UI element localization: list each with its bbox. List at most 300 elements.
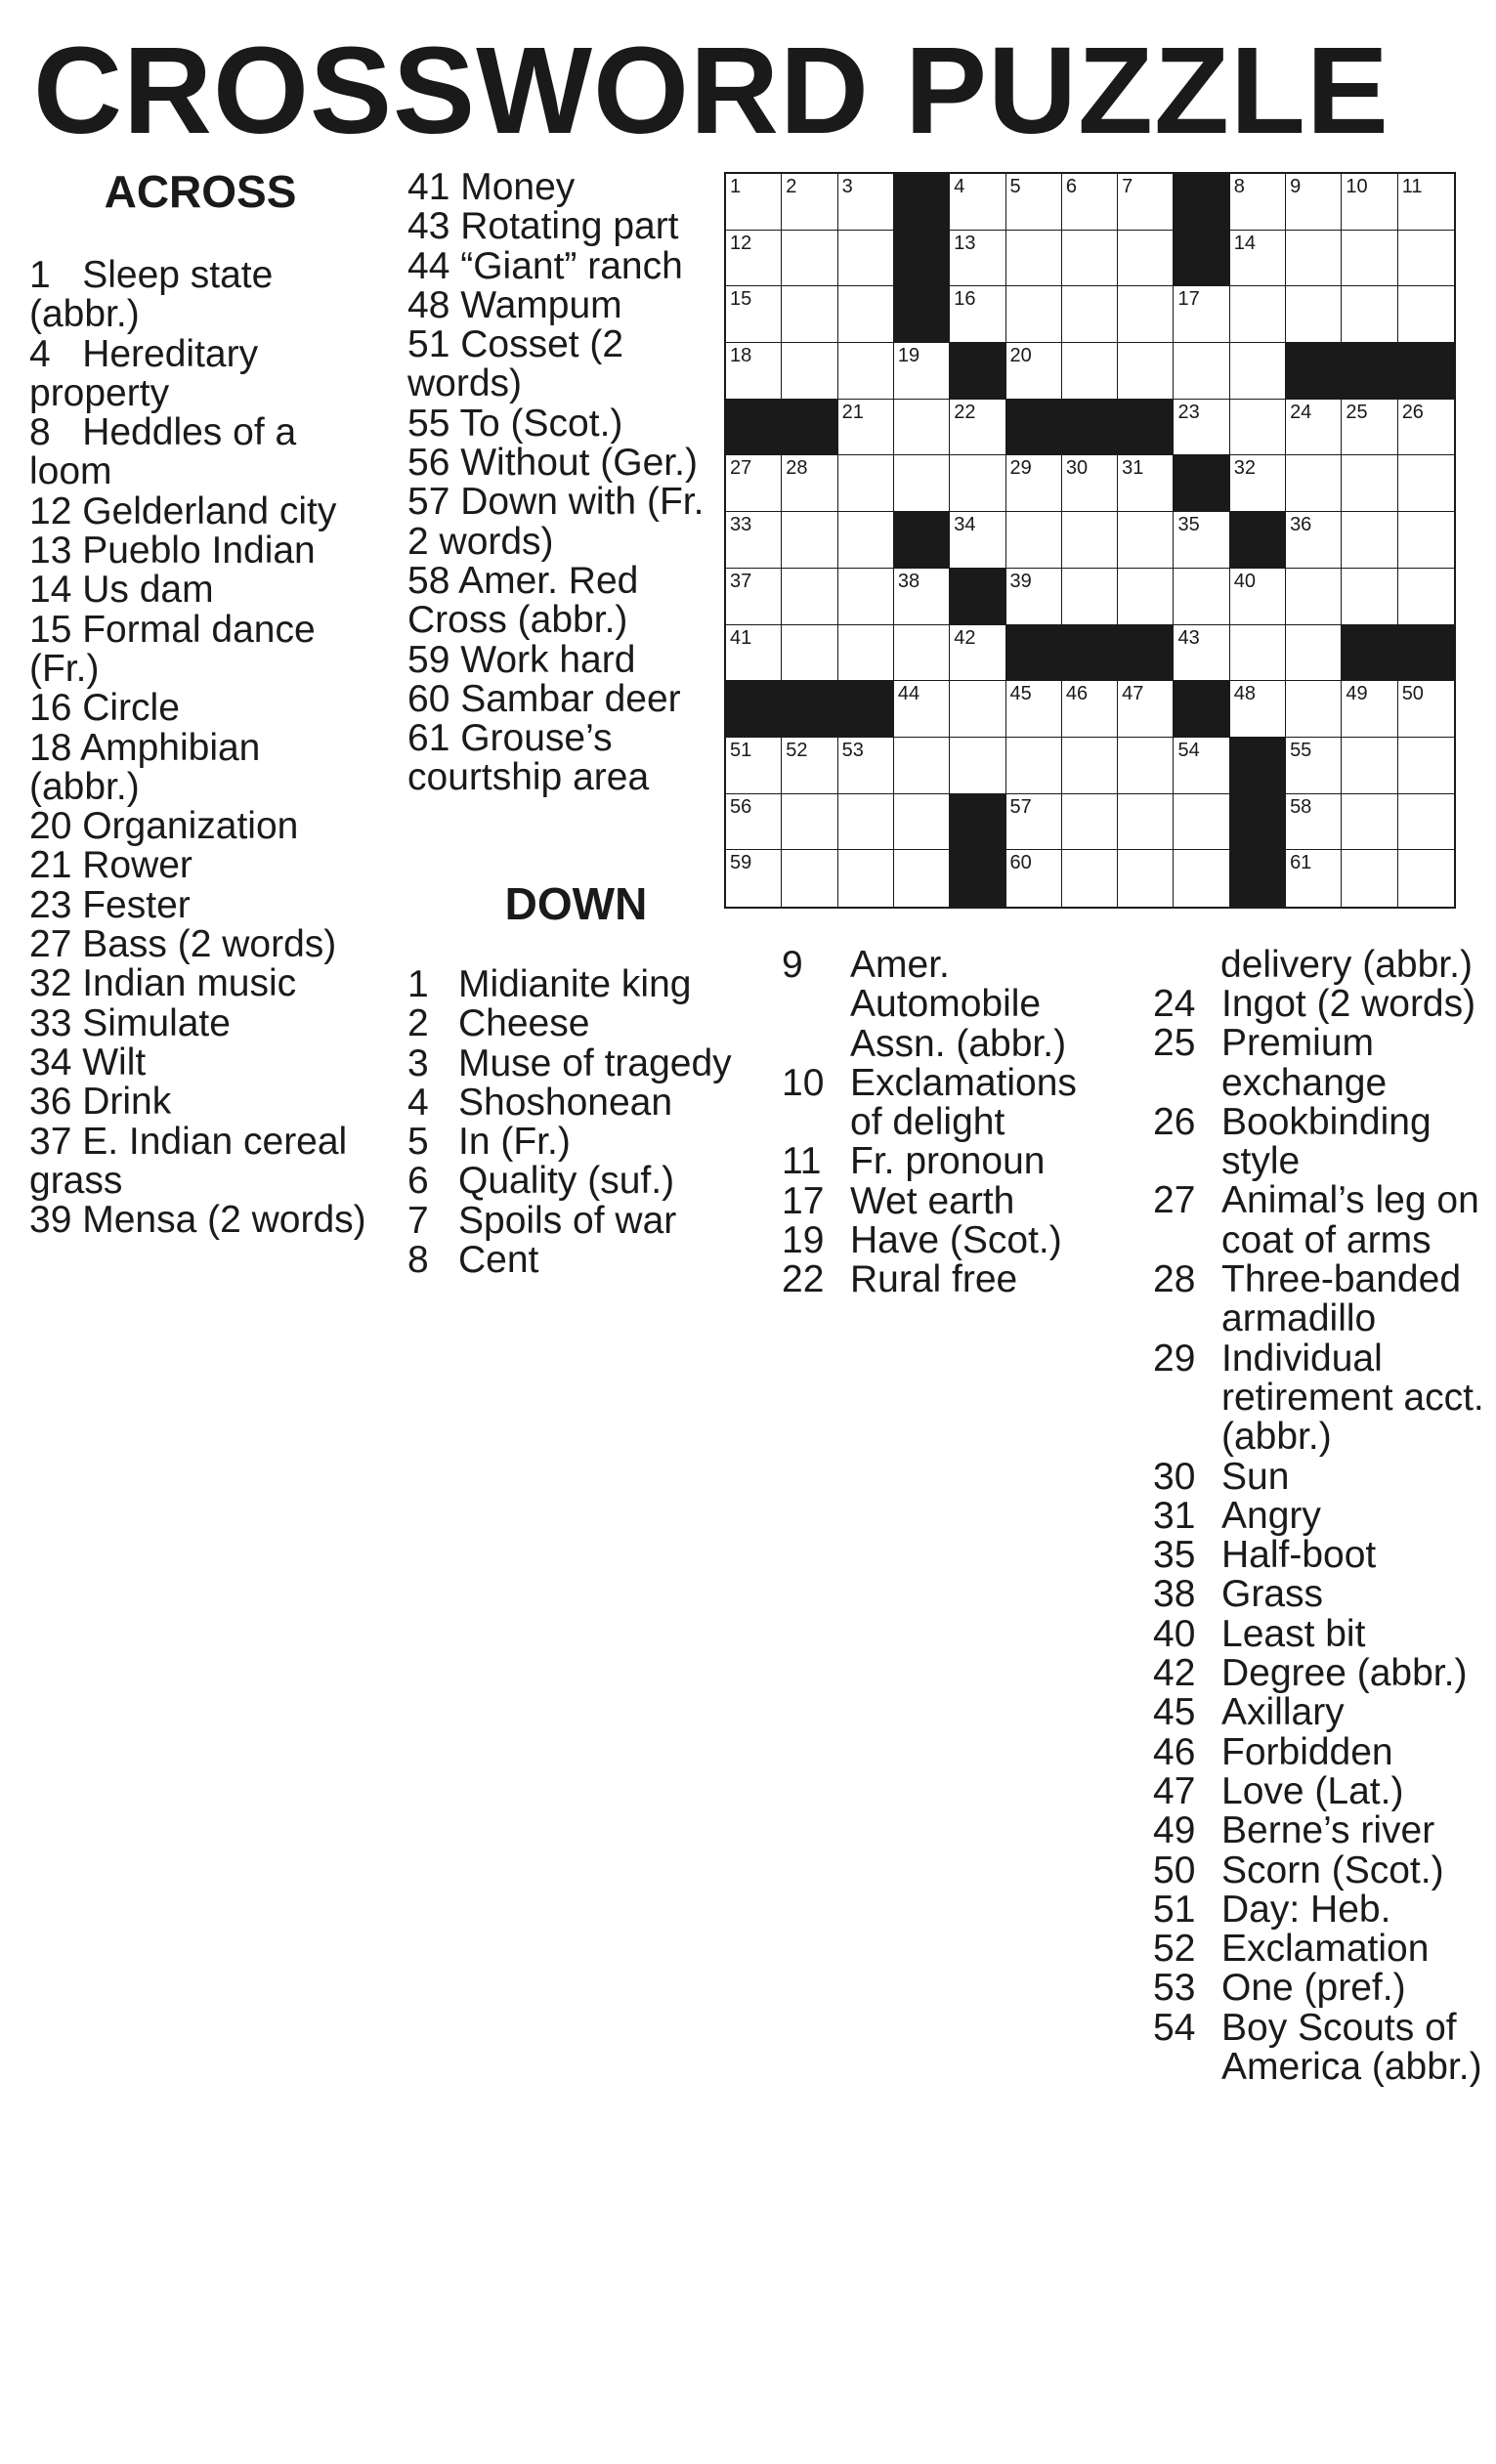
- clue-across-col1-1: [29, 256, 366, 335]
- grid-cell[interactable]: [726, 625, 782, 682]
- grid-cell[interactable]: [838, 738, 894, 794]
- grid-cell[interactable]: [782, 625, 837, 682]
- grid-cell[interactable]: [1286, 625, 1342, 682]
- grid-cell[interactable]: [1286, 569, 1342, 625]
- grid-cell[interactable]: [950, 286, 1005, 343]
- grid-cell[interactable]: [782, 794, 837, 851]
- grid-cell[interactable]: [1062, 231, 1118, 287]
- grid-cell[interactable]: [726, 455, 782, 512]
- clue-text: Without (Ger.): [460, 442, 698, 485]
- grid-cell[interactable]: [782, 286, 837, 343]
- clue-number: 51: [1153, 1888, 1196, 1931]
- clue-across-col2-57: [407, 483, 725, 562]
- grid-cell[interactable]: [1230, 569, 1286, 625]
- down-heading: DOWN: [504, 878, 648, 929]
- grid-cell[interactable]: [1286, 174, 1342, 231]
- clue-across-col1-20: [29, 807, 366, 846]
- grid-cell[interactable]: [894, 455, 950, 512]
- grid-cell[interactable]: [726, 174, 782, 231]
- grid-cell[interactable]: [838, 343, 894, 400]
- grid-cell[interactable]: [1006, 174, 1062, 231]
- clue-text: Sambar deer: [460, 677, 681, 720]
- clue-down-col3-45: [1153, 1693, 1490, 1732]
- grid-cell[interactable]: [894, 681, 950, 738]
- clue-down-col3-51: [1153, 1890, 1490, 1930]
- clue-number: 48: [407, 283, 461, 326]
- clue-down-col1-3: [407, 1041, 759, 1084]
- clue-down-col3-26: [1153, 1100, 1490, 1183]
- grid-cell[interactable]: [1118, 794, 1174, 851]
- cell-number: 11: [1401, 176, 1423, 197]
- black-square: [950, 569, 1005, 625]
- cell-number: 48: [1233, 683, 1257, 705]
- clue-text: Grouse’s courtship area: [407, 717, 650, 799]
- clue-number: 6: [407, 1160, 429, 1203]
- grid-cell[interactable]: [1342, 512, 1397, 569]
- clue-down-col3-27: [1153, 1181, 1490, 1260]
- cell-number: 41: [730, 626, 752, 649]
- grid-cell[interactable]: [1062, 343, 1118, 400]
- clue-number: 37: [29, 1120, 83, 1163]
- grid-cell[interactable]: [1230, 286, 1286, 343]
- grid-cell[interactable]: [1230, 231, 1286, 287]
- clue-number: 30: [1153, 1455, 1196, 1498]
- clue-text: Work hard: [460, 638, 636, 681]
- grid-cell[interactable]: [1062, 569, 1118, 625]
- grid-cell[interactable]: [1006, 738, 1062, 794]
- clue-text: Us dam: [82, 569, 214, 612]
- down-clues-column-2: [782, 946, 1119, 1300]
- grid-cell[interactable]: [838, 512, 894, 569]
- grid-cell[interactable]: [726, 738, 782, 794]
- clue-down-col1-5: [407, 1123, 759, 1162]
- grid-cell[interactable]: [1174, 512, 1229, 569]
- clue-number: 61: [407, 717, 461, 760]
- grid-cell[interactable]: [838, 455, 894, 512]
- grid-cell[interactable]: [1118, 681, 1174, 738]
- clue-text: Wet earth: [850, 1179, 1015, 1222]
- black-square: [1062, 400, 1118, 456]
- black-square: [838, 681, 894, 738]
- grid-cell[interactable]: [950, 738, 1005, 794]
- clue-text: Simulate: [82, 1001, 231, 1044]
- cell-number: 12: [730, 232, 752, 254]
- grid-cell[interactable]: [1118, 850, 1174, 907]
- grid-cell[interactable]: [1062, 512, 1118, 569]
- grid-cell[interactable]: [838, 400, 894, 456]
- grid-cell[interactable]: [782, 738, 837, 794]
- cell-number: 7: [1122, 176, 1133, 197]
- grid-cell[interactable]: [1006, 569, 1062, 625]
- clue-number: 13: [29, 530, 83, 573]
- clue-down-col3-35: [1153, 1536, 1490, 1575]
- grid-cell[interactable]: [1230, 400, 1286, 456]
- grid-cell[interactable]: [1062, 286, 1118, 343]
- clue-text: Day: Heb.: [1221, 1888, 1391, 1931]
- grid-cell[interactable]: [1062, 455, 1118, 512]
- clue-across-col2-44: [407, 244, 725, 287]
- cell-number: 26: [1401, 401, 1424, 423]
- grid-cell[interactable]: [1006, 455, 1062, 512]
- clue-number: 35: [1153, 1534, 1196, 1577]
- grid-cell[interactable]: [1342, 286, 1397, 343]
- clue-number: 19: [782, 1219, 825, 1262]
- grid-cell[interactable]: [1062, 738, 1118, 794]
- clue-down-col3-46: [1153, 1730, 1490, 1773]
- grid-cell[interactable]: [1398, 455, 1454, 512]
- clue-text: Spoils of war: [458, 1199, 677, 1242]
- clue-number: 50: [1153, 1848, 1196, 1891]
- grid-cell[interactable]: [782, 850, 837, 907]
- clue-down-col2-17: [782, 1179, 1119, 1222]
- grid-cell[interactable]: [1118, 286, 1174, 343]
- clue-number: 2: [407, 1002, 429, 1045]
- grid-cell[interactable]: [726, 343, 782, 400]
- clue-text: Shoshonean: [458, 1081, 673, 1124]
- clue-text: Amphibian (abbr.): [29, 726, 261, 808]
- clue-down-col3-47: [1153, 1769, 1490, 1812]
- clue-down-col1-6: [407, 1162, 759, 1201]
- grid-cell[interactable]: [782, 455, 837, 512]
- grid-cell[interactable]: [1342, 738, 1397, 794]
- grid-cell[interactable]: [1286, 681, 1342, 738]
- grid-cell[interactable]: [726, 850, 782, 907]
- grid-cell[interactable]: [1118, 569, 1174, 625]
- grid-cell[interactable]: [1342, 231, 1397, 287]
- grid-cell[interactable]: [1006, 850, 1062, 907]
- grid-cell[interactable]: [1230, 681, 1286, 738]
- clue-text: Organization: [82, 805, 299, 848]
- clue-number: 33: [29, 1001, 83, 1044]
- grid-cell[interactable]: [950, 400, 1005, 456]
- clue-number: 42: [1153, 1652, 1196, 1695]
- grid-cell[interactable]: [1118, 738, 1174, 794]
- cell-number: 55: [1290, 739, 1312, 761]
- grid-cell[interactable]: [1174, 286, 1229, 343]
- grid-cell[interactable]: [1174, 850, 1229, 907]
- cell-number: 38: [897, 570, 920, 592]
- clue-text: E. Indian cereal grass: [29, 1120, 348, 1202]
- grid-cell[interactable]: [1006, 343, 1062, 400]
- grid-cell[interactable]: [1006, 231, 1062, 287]
- cell-number: 20: [1009, 345, 1032, 367]
- clue-number: 14: [29, 569, 83, 612]
- grid-cell[interactable]: [1398, 569, 1454, 625]
- clue-number: 8: [29, 411, 83, 454]
- clue-text: Ingot (2 words): [1221, 983, 1476, 1025]
- cell-number: 6: [1065, 176, 1077, 197]
- clue-text: Fester: [82, 883, 191, 926]
- clue-text: To (Scot.): [459, 402, 623, 445]
- grid-cell[interactable]: [1230, 343, 1286, 400]
- clue-number: 55: [407, 402, 460, 445]
- black-square: [1006, 400, 1062, 456]
- grid-cell[interactable]: [1398, 850, 1454, 907]
- cell-number: 19: [897, 345, 920, 367]
- clue-across-col2-48: [407, 283, 725, 326]
- grid-cell[interactable]: [950, 681, 1005, 738]
- clue-across-col1-23: [29, 883, 366, 926]
- black-square: [1286, 343, 1342, 400]
- cell-number: 16: [954, 288, 976, 311]
- grid-cell[interactable]: [894, 625, 950, 682]
- grid-cell[interactable]: [1230, 625, 1286, 682]
- black-square: [950, 794, 1005, 851]
- clue-down-col1-1: [407, 965, 759, 1004]
- clue-number: 44: [407, 244, 461, 287]
- clue-number: 26: [1153, 1100, 1196, 1143]
- clue-text: Money: [460, 166, 576, 208]
- clue-number: 5: [407, 1121, 429, 1164]
- grid-cell[interactable]: [1286, 850, 1342, 907]
- cell-number: 3: [841, 176, 853, 197]
- clue-down-col3-54: [1153, 2006, 1490, 2089]
- cell-number: 33: [730, 514, 752, 536]
- clue-across-col2-59: [407, 638, 725, 681]
- cell-number: 28: [786, 457, 808, 480]
- cell-number: 34: [954, 514, 976, 536]
- grid-cell[interactable]: [950, 174, 1005, 231]
- clue-down-col2-10: [782, 1061, 1119, 1144]
- clue-across-col1-37: [29, 1120, 366, 1202]
- grid-cell[interactable]: [1342, 850, 1397, 907]
- cell-number: 56: [730, 795, 752, 818]
- grid-cell[interactable]: [950, 512, 1005, 569]
- grid-cell[interactable]: [782, 512, 837, 569]
- cell-number: 5: [1009, 176, 1021, 197]
- grid-cell[interactable]: [1174, 400, 1229, 456]
- clue-text: Bookbinding style: [1221, 1100, 1432, 1183]
- clue-across-col2-43: [407, 207, 725, 246]
- clue-down-col2-22: [782, 1260, 1119, 1299]
- cell-number: 58: [1290, 795, 1312, 818]
- grid-cell[interactable]: [1006, 681, 1062, 738]
- grid-cell[interactable]: [1342, 400, 1397, 456]
- grid-cell[interactable]: [838, 174, 894, 231]
- clue-down-col3-52: [1153, 1930, 1490, 1969]
- clue-number: 1: [407, 963, 429, 1005]
- grid-cell[interactable]: [1118, 231, 1174, 287]
- clue-text: Axillary: [1221, 1691, 1345, 1734]
- grid-cell[interactable]: [1398, 286, 1454, 343]
- grid-cell[interactable]: [1342, 174, 1397, 231]
- clue-text: Premium exchange: [1221, 1022, 1388, 1104]
- grid-cell[interactable]: [1398, 681, 1454, 738]
- black-square: [1230, 850, 1286, 907]
- clue-number: 9: [782, 944, 803, 986]
- cell-number: 14: [1233, 232, 1257, 254]
- grid-cell[interactable]: [894, 343, 950, 400]
- clue-number: 39: [29, 1199, 83, 1242]
- clue-down-col3-29: [1153, 1339, 1490, 1458]
- clue-text: Exclamations of delight: [850, 1061, 1077, 1144]
- grid-cell[interactable]: [1286, 512, 1342, 569]
- clue-text: Cent: [458, 1239, 539, 1282]
- grid-cell[interactable]: [1062, 794, 1118, 851]
- clue-across-col1-15: [29, 608, 366, 690]
- clue-down-col3-49: [1153, 1811, 1490, 1850]
- grid-cell[interactable]: [1342, 681, 1397, 738]
- clue-down-col1-8: [407, 1241, 759, 1280]
- grid-cell[interactable]: [838, 286, 894, 343]
- clue-down-col3-38: [1153, 1575, 1490, 1614]
- grid-cell[interactable]: [1286, 231, 1342, 287]
- cell-number: 32: [1233, 457, 1257, 480]
- grid-cell[interactable]: [1398, 512, 1454, 569]
- clue-text: One (pref.): [1221, 1967, 1406, 2010]
- grid-cell[interactable]: [726, 794, 782, 851]
- cell-number: 50: [1401, 683, 1424, 705]
- grid-cell[interactable]: [726, 512, 782, 569]
- black-square: [1230, 794, 1286, 851]
- grid-cell[interactable]: [1398, 400, 1454, 456]
- grid-cell[interactable]: [1398, 174, 1454, 231]
- grid-cell[interactable]: [1118, 343, 1174, 400]
- cell-number: 22: [954, 401, 976, 423]
- clue-across-col1-14: [29, 571, 366, 610]
- grid-cell[interactable]: [1006, 794, 1062, 851]
- clue-across-col2-55: [407, 404, 725, 444]
- clue-across-col1-4: [29, 332, 366, 414]
- grid-cell[interactable]: [782, 343, 837, 400]
- cell-number: 46: [1065, 683, 1089, 705]
- clue-number: 32: [29, 962, 83, 1005]
- grid-cell[interactable]: [1230, 174, 1286, 231]
- grid-cell[interactable]: [726, 569, 782, 625]
- clue-across-col1-33: [29, 1001, 366, 1044]
- grid-cell[interactable]: [1342, 569, 1397, 625]
- clue-text: Sleep state (abbr.): [29, 254, 274, 336]
- grid-cell[interactable]: [950, 231, 1005, 287]
- grid-cell[interactable]: [894, 400, 950, 456]
- clue-number: 51: [407, 323, 461, 366]
- clue-number: 3: [407, 1041, 429, 1084]
- grid-cell[interactable]: [1062, 174, 1118, 231]
- grid-cell[interactable]: [1398, 794, 1454, 851]
- grid-cell[interactable]: [1286, 738, 1342, 794]
- clue-text: Exclamation: [1221, 1928, 1430, 1971]
- cell-number: 35: [1177, 514, 1200, 536]
- clue-number: 1: [29, 254, 83, 296]
- grid-cell[interactable]: [726, 286, 782, 343]
- clue-number: 40: [1153, 1612, 1196, 1655]
- clue-text: Mensa (2 words): [82, 1199, 366, 1242]
- clue-number: 4: [407, 1081, 429, 1124]
- grid-cell[interactable]: [838, 794, 894, 851]
- grid-cell[interactable]: [1174, 343, 1229, 400]
- grid-cell[interactable]: [1006, 512, 1062, 569]
- grid-cell[interactable]: [838, 569, 894, 625]
- cell-number: 43: [1177, 626, 1200, 649]
- cell-number: 17: [1177, 288, 1200, 311]
- clue-across-col1-18: [29, 726, 366, 808]
- grid-cell[interactable]: [894, 738, 950, 794]
- cell-number: 10: [1346, 176, 1368, 197]
- clue-text: Drink: [82, 1081, 172, 1124]
- grid-cell[interactable]: [1286, 286, 1342, 343]
- grid-cell[interactable]: [950, 455, 1005, 512]
- grid-cell[interactable]: [1062, 850, 1118, 907]
- grid-cell[interactable]: [894, 850, 950, 907]
- grid-cell[interactable]: [1174, 625, 1229, 682]
- clue-number: 54: [1153, 2006, 1196, 2049]
- cell-number: 44: [897, 683, 920, 705]
- grid-cell[interactable]: [1174, 794, 1229, 851]
- clue-text: Boy Scouts of America (abbr.): [1221, 2006, 1482, 2089]
- clue-number: 16: [29, 687, 83, 730]
- black-square: [894, 231, 950, 287]
- grid-cell[interactable]: [894, 569, 950, 625]
- clue-number: 17: [782, 1179, 825, 1222]
- grid-cell[interactable]: [782, 569, 837, 625]
- cell-number: 29: [1009, 457, 1032, 480]
- clue-down-col3-40: [1153, 1612, 1490, 1655]
- clue-across-col2-56: [407, 444, 725, 483]
- clue-text: Animal’s leg on coat of arms: [1221, 1179, 1479, 1261]
- grid-cell[interactable]: [894, 794, 950, 851]
- grid-cell[interactable]: [1286, 455, 1342, 512]
- grid-cell[interactable]: [782, 174, 837, 231]
- clue-number: 34: [29, 1041, 83, 1083]
- grid-cell[interactable]: [1118, 512, 1174, 569]
- grid-cell[interactable]: [1118, 455, 1174, 512]
- clue-text: Pueblo Indian: [82, 530, 316, 573]
- clue-number: 29: [1153, 1337, 1196, 1380]
- grid-cell[interactable]: [838, 625, 894, 682]
- clue-number: 47: [1153, 1769, 1196, 1812]
- cell-number: 60: [1009, 852, 1032, 874]
- clue-number: 7: [407, 1199, 429, 1242]
- clue-text: Angry: [1221, 1494, 1321, 1537]
- clue-number: 60: [407, 677, 461, 720]
- grid-cell[interactable]: [1286, 794, 1342, 851]
- clue-text: Grass: [1221, 1573, 1324, 1616]
- grid-cell[interactable]: [1118, 174, 1174, 231]
- clue-number: 4: [29, 332, 83, 375]
- clue-down-col3-24: [1153, 985, 1490, 1024]
- clue-across-col2-41: [407, 168, 725, 207]
- clue-number: 56: [407, 442, 461, 485]
- clue-down-col3-30: [1153, 1455, 1490, 1498]
- black-square: [894, 286, 950, 343]
- grid-cell[interactable]: [782, 231, 837, 287]
- grid-cell[interactable]: [1230, 455, 1286, 512]
- grid-cell[interactable]: [726, 231, 782, 287]
- grid-cell[interactable]: [1006, 286, 1062, 343]
- clue-text: In (Fr.): [458, 1121, 571, 1164]
- grid-cell[interactable]: [1286, 400, 1342, 456]
- clue-number: 15: [29, 608, 83, 651]
- clue-text: Amer. Red Cross (abbr.): [407, 559, 639, 642]
- cell-number: 42: [954, 626, 976, 649]
- grid-cell[interactable]: [1062, 681, 1118, 738]
- grid-cell[interactable]: [1342, 794, 1397, 851]
- grid-cell[interactable]: [838, 231, 894, 287]
- grid-cell[interactable]: [1398, 738, 1454, 794]
- cell-number: 53: [841, 739, 864, 761]
- grid-cell[interactable]: [950, 625, 1005, 682]
- grid-cell[interactable]: [1342, 455, 1397, 512]
- clue-text: Individual retirement acct. (abbr.): [1221, 1337, 1484, 1459]
- cell-number: 15: [730, 288, 752, 311]
- clue-across-col2-61: [407, 719, 725, 798]
- grid-cell[interactable]: [1398, 231, 1454, 287]
- cell-number: 54: [1177, 739, 1200, 761]
- grid-cell[interactable]: [1174, 738, 1229, 794]
- grid-cell[interactable]: [1174, 569, 1229, 625]
- black-square: [726, 400, 782, 456]
- grid-cell[interactable]: [838, 850, 894, 907]
